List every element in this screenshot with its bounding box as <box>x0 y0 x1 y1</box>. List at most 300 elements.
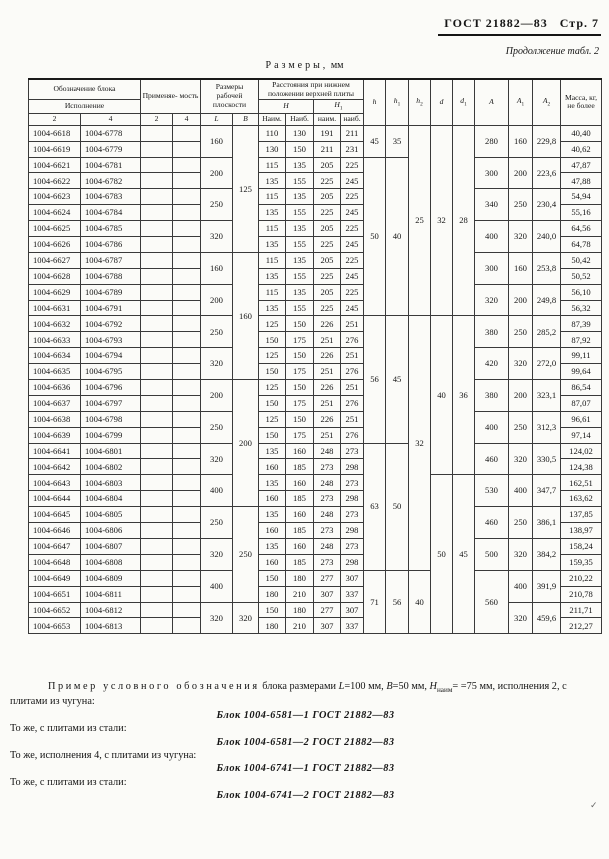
table-row <box>29 189 602 205</box>
cell-H-naib: 150 <box>286 316 314 332</box>
cell-L: 250 <box>201 507 233 539</box>
cell-h2: 40 <box>409 570 431 634</box>
cell-applicability-2 <box>141 618 173 634</box>
cell-A2: 223,6 <box>533 157 561 189</box>
cell-applicability-2 <box>141 348 173 364</box>
table-row <box>29 507 602 523</box>
cell-h: 56 <box>364 316 386 443</box>
cell-H-naim: 150 <box>259 364 286 380</box>
cell-H1-naim: 251 <box>314 364 341 380</box>
header-massa: Масса, кг, не более <box>561 79 602 125</box>
cell-designation-exec2: 1004-6649 <box>29 570 81 586</box>
cell-designation-exec4: 1004-6781 <box>81 157 141 173</box>
cell-applicability-2 <box>141 507 173 523</box>
cell-H-naib: 185 <box>286 523 314 539</box>
cell-designation-exec4: 1004-6779 <box>81 141 141 157</box>
cell-L: 200 <box>201 284 233 316</box>
cell-H1-naib: 245 <box>341 268 364 284</box>
cell-H1-naim: 226 <box>314 316 341 332</box>
table-row <box>29 602 602 618</box>
cell-L: 320 <box>201 538 233 570</box>
cell-H-naib: 175 <box>286 364 314 380</box>
cell-H-naim: 130 <box>259 141 286 157</box>
table-row <box>29 252 602 268</box>
cell-applicability-2 <box>141 538 173 554</box>
cell-designation-exec4: 1004-6787 <box>81 252 141 268</box>
cell-massa: 47,88 <box>561 173 602 189</box>
cell-designation-exec4: 1004-6804 <box>81 491 141 507</box>
header-exec-4: 4 <box>81 114 141 126</box>
cell-A2: 229,8 <box>533 125 561 157</box>
cell-applicability-4 <box>173 554 201 570</box>
cell-d1: 28 <box>453 125 475 316</box>
header-ispolnenie: Исполнение <box>29 100 141 114</box>
check-mark: ✓ <box>590 800 598 810</box>
cell-applicability-2 <box>141 443 173 459</box>
cell-applicability-4 <box>173 602 201 618</box>
cell-H1-naim: 205 <box>314 284 341 300</box>
cell-massa: 55,16 <box>561 205 602 221</box>
cell-designation-exec4: 1004-6795 <box>81 364 141 380</box>
cell-d1: 45 <box>453 475 475 634</box>
cell-A: 460 <box>475 443 509 475</box>
cell-A1: 200 <box>509 380 533 412</box>
cell-designation-exec2: 1004-6618 <box>29 125 81 141</box>
cell-massa: 163,62 <box>561 491 602 507</box>
cell-A1: 320 <box>509 221 533 253</box>
cell-A: 560 <box>475 570 509 634</box>
cell-H-naib: 150 <box>286 411 314 427</box>
cell-H-naim: 125 <box>259 380 286 396</box>
cell-H1-naib: 276 <box>341 427 364 443</box>
cell-H1-naim: 225 <box>314 268 341 284</box>
cell-designation-exec4: 1004-6788 <box>81 268 141 284</box>
cell-h: 63 <box>364 443 386 570</box>
cell-massa: 87,07 <box>561 395 602 411</box>
cell-A2: 253,8 <box>533 252 561 284</box>
cell-applicability-2 <box>141 491 173 507</box>
designation-example-1: Блок 1004-6581—1 ГОСТ 21882—83 <box>216 709 395 721</box>
cell-h1: 56 <box>386 570 409 634</box>
cell-designation-exec2: 1004-6631 <box>29 300 81 316</box>
cell-designation-exec4: 1004-6794 <box>81 348 141 364</box>
cell-H1-naim: 191 <box>314 125 341 141</box>
cell-applicability-2 <box>141 237 173 253</box>
cell-H-naib: 180 <box>286 570 314 586</box>
cell-A1: 160 <box>509 252 533 284</box>
cell-H1-naim: 205 <box>314 252 341 268</box>
cell-massa: 50,52 <box>561 268 602 284</box>
cell-applicability-2 <box>141 268 173 284</box>
cell-designation-exec2: 1004-6626 <box>29 237 81 253</box>
cell-designation-exec4: 1004-6798 <box>81 411 141 427</box>
cell-applicability-2 <box>141 300 173 316</box>
cell-H1-naib: 245 <box>341 300 364 316</box>
cell-applicability-4 <box>173 475 201 491</box>
cell-H-naim: 135 <box>259 268 286 284</box>
cell-designation-exec4: 1004-6797 <box>81 395 141 411</box>
cell-A2: 330,5 <box>533 443 561 475</box>
cell-designation-exec4: 1004-6782 <box>81 173 141 189</box>
cell-A: 280 <box>475 125 509 157</box>
cell-H-naim: 160 <box>259 491 286 507</box>
cell-H1-naim: 211 <box>314 141 341 157</box>
cell-designation-exec4: 1004-6806 <box>81 523 141 539</box>
cell-massa: 64,56 <box>561 221 602 237</box>
cell-designation-exec4: 1004-6786 <box>81 237 141 253</box>
cell-applicability-4 <box>173 395 201 411</box>
cell-A1: 250 <box>509 316 533 348</box>
header-H: H <box>259 100 314 114</box>
cell-H-naim: 135 <box>259 237 286 253</box>
cell-H1-naim: 251 <box>314 395 341 411</box>
cell-H1-naim: 251 <box>314 332 341 348</box>
cell-applicability-4 <box>173 284 201 300</box>
cell-A1: 250 <box>509 411 533 443</box>
cell-d1: 36 <box>453 316 475 475</box>
example-intro: Пример условного обозначения блока размерами L=100 мм, B=50 мм, $H_{наим}= =75$ мм, исполнения 2, с плитами из чугуна: <box>10 681 567 708</box>
cell-applicability-4 <box>173 141 201 157</box>
header-d1: $d_1$ <box>453 79 475 125</box>
cell-h2: 25 <box>409 125 431 316</box>
cell-H1-naim: 248 <box>314 475 341 491</box>
table-row <box>29 348 602 364</box>
cell-H1-naib: 225 <box>341 157 364 173</box>
cell-applicability-4 <box>173 173 201 189</box>
cell-A: 320 <box>475 284 509 316</box>
cell-massa: 210,22 <box>561 570 602 586</box>
cell-designation-exec2: 1004-6641 <box>29 443 81 459</box>
cell-applicability-4 <box>173 221 201 237</box>
cell-H1-naib: 225 <box>341 252 364 268</box>
cell-H1-naib: 211 <box>341 125 364 141</box>
cell-H-naib: 155 <box>286 173 314 189</box>
cell-A2: 249,8 <box>533 284 561 316</box>
cell-H1-naib: 273 <box>341 507 364 523</box>
cell-H-naim: 180 <box>259 586 286 602</box>
cell-h: 45 <box>364 125 386 157</box>
example-block <box>10 680 601 802</box>
header-h1: $h_1$ <box>386 79 409 125</box>
cell-designation-exec2: 1004-6648 <box>29 554 81 570</box>
cell-applicability-2 <box>141 205 173 221</box>
designation-example-3: Блок 1004-6741—1 ГОСТ 21882—83 <box>216 763 395 775</box>
cell-massa: 210,78 <box>561 586 602 602</box>
cell-designation-exec4: 1004-6808 <box>81 554 141 570</box>
cell-H-naib: 135 <box>286 284 314 300</box>
cell-massa: 96,61 <box>561 411 602 427</box>
cell-applicability-2 <box>141 173 173 189</box>
cell-H1-naib: 251 <box>341 316 364 332</box>
cell-applicability-4 <box>173 348 201 364</box>
cell-H-naib: 135 <box>286 189 314 205</box>
units-label: Размеры, мм <box>265 60 344 71</box>
cell-L: 200 <box>201 157 233 189</box>
cell-A: 500 <box>475 538 509 570</box>
cell-designation-exec2: 1004-6651 <box>29 586 81 602</box>
cell-H-naib: 185 <box>286 554 314 570</box>
table-row <box>29 380 602 396</box>
cell-massa: 56,32 <box>561 300 602 316</box>
cell-H1-naib: 225 <box>341 284 364 300</box>
cell-H-naim: 150 <box>259 395 286 411</box>
cell-H1-naim: 273 <box>314 554 341 570</box>
cell-applicability-4 <box>173 538 201 554</box>
cell-H1-naib: 276 <box>341 395 364 411</box>
cell-H-naim: 115 <box>259 157 286 173</box>
cell-A1: 400 <box>509 475 533 507</box>
cell-designation-exec4: 1004-6789 <box>81 284 141 300</box>
cell-L: 250 <box>201 189 233 221</box>
cell-H-naim: 135 <box>259 300 286 316</box>
cell-d: 40 <box>431 316 453 475</box>
cell-A1: 160 <box>509 125 533 157</box>
header-A: A <box>475 79 509 125</box>
cell-H1-naim: 277 <box>314 602 341 618</box>
designation-example-4: Блок 1004-6741—2 ГОСТ 21882—83 <box>216 790 395 802</box>
cell-designation-exec2: 1004-6629 <box>29 284 81 300</box>
cell-H1-naim: 226 <box>314 380 341 396</box>
cell-H-naib: 150 <box>286 141 314 157</box>
cell-h1: 45 <box>386 316 409 443</box>
header-L: L <box>201 114 233 126</box>
table-row <box>29 443 602 459</box>
header-H1-naim: наим. <box>314 114 341 126</box>
cell-B: 160 <box>233 252 259 379</box>
cell-A: 400 <box>475 221 509 253</box>
cell-H-naim: 110 <box>259 125 286 141</box>
cell-A1: 320 <box>509 348 533 380</box>
cell-applicability-2 <box>141 284 173 300</box>
cell-H-naib: 135 <box>286 221 314 237</box>
cell-d: 50 <box>431 475 453 634</box>
cell-designation-exec4: 1004-6813 <box>81 618 141 634</box>
cell-applicability-4 <box>173 300 201 316</box>
cell-massa: 47,87 <box>561 157 602 173</box>
cell-A2: 459,6 <box>533 602 561 634</box>
cell-massa: 99,64 <box>561 364 602 380</box>
cell-applicability-2 <box>141 475 173 491</box>
cell-A2: 347,7 <box>533 475 561 507</box>
cell-A1: 250 <box>509 189 533 221</box>
cell-applicability-4 <box>173 364 201 380</box>
cell-designation-exec2: 1004-6624 <box>29 205 81 221</box>
cell-A: 340 <box>475 189 509 221</box>
continuation-note: Продолжение табл. 2 <box>505 46 599 57</box>
cell-designation-exec4: 1004-6799 <box>81 427 141 443</box>
cell-H-naim: 135 <box>259 507 286 523</box>
cell-H-naib: 185 <box>286 491 314 507</box>
cell-L: 320 <box>201 602 233 634</box>
table-row <box>29 475 602 491</box>
cell-applicability-2 <box>141 221 173 237</box>
cell-H1-naim: 248 <box>314 507 341 523</box>
cell-H1-naim: 205 <box>314 221 341 237</box>
cell-designation-exec4: 1004-6809 <box>81 570 141 586</box>
cell-designation-exec2: 1004-6644 <box>29 491 81 507</box>
dimensions-table-wrap <box>28 78 602 634</box>
cell-designation-exec4: 1004-6805 <box>81 507 141 523</box>
cell-applicability-4 <box>173 125 201 141</box>
cell-H-naim: 150 <box>259 570 286 586</box>
cell-massa: 162,51 <box>561 475 602 491</box>
cell-H-naim: 160 <box>259 554 286 570</box>
cell-designation-exec4: 1004-6792 <box>81 316 141 332</box>
header-designation: Обозначение блока <box>29 79 141 100</box>
cell-A2: 323,1 <box>533 380 561 412</box>
cell-applicability-2 <box>141 554 173 570</box>
cell-applicability-2 <box>141 332 173 348</box>
cell-applicability-2 <box>141 523 173 539</box>
cell-A: 380 <box>475 316 509 348</box>
cell-H1-naim: 248 <box>314 443 341 459</box>
cell-H-naib: 180 <box>286 602 314 618</box>
cell-applicability-4 <box>173 459 201 475</box>
cell-H-naim: 115 <box>259 284 286 300</box>
header-distance: Расстояния при нижнем положении верхней плиты <box>259 79 364 100</box>
cell-applicability-4 <box>173 507 201 523</box>
cell-designation-exec4: 1004-6796 <box>81 380 141 396</box>
cell-designation-exec4: 1004-6793 <box>81 332 141 348</box>
cell-applicability-2 <box>141 189 173 205</box>
cell-H1-naim: 225 <box>314 205 341 221</box>
header-work-surface: Размеры рабочей плоскости <box>201 79 259 114</box>
cell-massa: 99,11 <box>561 348 602 364</box>
cell-applicability-4 <box>173 189 201 205</box>
cell-L: 250 <box>201 316 233 348</box>
cell-H1-naim: 225 <box>314 173 341 189</box>
cell-designation-exec2: 1004-6635 <box>29 364 81 380</box>
cell-massa: 64,78 <box>561 237 602 253</box>
cell-applicability-4 <box>173 586 201 602</box>
cell-designation-exec2: 1004-6636 <box>29 380 81 396</box>
cell-designation-exec2: 1004-6639 <box>29 427 81 443</box>
cell-designation-exec2: 1004-6647 <box>29 538 81 554</box>
cell-H-naib: 155 <box>286 205 314 221</box>
cell-h1: 40 <box>386 157 409 316</box>
cell-applicability-4 <box>173 252 201 268</box>
table-row <box>29 316 602 332</box>
cell-H1-naim: 205 <box>314 157 341 173</box>
cell-H1-naim: 225 <box>314 237 341 253</box>
cell-A1: 200 <box>509 284 533 316</box>
cell-designation-exec4: 1004-6783 <box>81 189 141 205</box>
cell-H1-naim: 307 <box>314 618 341 634</box>
cell-designation-exec2: 1004-6637 <box>29 395 81 411</box>
cell-H1-naim: 277 <box>314 570 341 586</box>
cell-designation-exec2: 1004-6619 <box>29 141 81 157</box>
cell-H1-naim: 205 <box>314 189 341 205</box>
cell-H1-naib: 276 <box>341 364 364 380</box>
header-d: d <box>431 79 453 125</box>
cell-L: 320 <box>201 348 233 380</box>
cell-massa: 50,42 <box>561 252 602 268</box>
cell-H-naim: 150 <box>259 332 286 348</box>
cell-B: 320 <box>233 602 259 634</box>
cell-H1-naib: 307 <box>341 570 364 586</box>
cell-designation-exec4: 1004-6785 <box>81 221 141 237</box>
cell-H1-naib: 273 <box>341 538 364 554</box>
header-A1: $A_1$ <box>509 79 533 125</box>
cell-A1: 320 <box>509 602 533 634</box>
cell-designation-exec2: 1004-6634 <box>29 348 81 364</box>
cell-H1-naib: 298 <box>341 523 364 539</box>
cell-designation-exec4: 1004-6812 <box>81 602 141 618</box>
cell-massa: 158,24 <box>561 538 602 554</box>
cell-designation-exec2: 1004-6653 <box>29 618 81 634</box>
cell-massa: 87,39 <box>561 316 602 332</box>
cell-H1-naim: 273 <box>314 459 341 475</box>
cell-H1-naib: 251 <box>341 348 364 364</box>
cell-applicability-2 <box>141 395 173 411</box>
table-row <box>29 411 602 427</box>
cell-H-naib: 210 <box>286 586 314 602</box>
cell-applicability-2 <box>141 364 173 380</box>
same-note-3: То же, с плитами из стали: <box>10 776 127 788</box>
cell-massa: 124,38 <box>561 459 602 475</box>
cell-h: 50 <box>364 157 386 316</box>
cell-applicability-2 <box>141 570 173 586</box>
cell-H-naib: 210 <box>286 618 314 634</box>
cell-H-naim: 135 <box>259 538 286 554</box>
cell-H1-naim: 226 <box>314 348 341 364</box>
cell-H-naim: 125 <box>259 411 286 427</box>
table-row <box>29 570 602 586</box>
cell-designation-exec4: 1004-6807 <box>81 538 141 554</box>
cell-designation-exec4: 1004-6802 <box>81 459 141 475</box>
cell-applicability-4 <box>173 443 201 459</box>
cell-H1-naim: 226 <box>314 411 341 427</box>
standard-number: ГОСТ 21882—83 <box>444 16 548 30</box>
cell-massa: 97,14 <box>561 427 602 443</box>
cell-H-naib: 160 <box>286 475 314 491</box>
cell-H-naim: 135 <box>259 475 286 491</box>
cell-A2: 272,0 <box>533 348 561 380</box>
cell-H-naib: 135 <box>286 252 314 268</box>
cell-L: 200 <box>201 380 233 412</box>
cell-H-naib: 175 <box>286 395 314 411</box>
cell-designation-exec2: 1004-6638 <box>29 411 81 427</box>
cell-applicability-2 <box>141 316 173 332</box>
cell-applicability-2 <box>141 427 173 443</box>
cell-A1: 200 <box>509 157 533 189</box>
cell-H-naib: 130 <box>286 125 314 141</box>
cell-applicability-2 <box>141 380 173 396</box>
cell-H1-naib: 225 <box>341 221 364 237</box>
cell-H1-naib: 273 <box>341 475 364 491</box>
cell-designation-exec2: 1004-6623 <box>29 189 81 205</box>
cell-B: 250 <box>233 507 259 602</box>
cell-A: 300 <box>475 252 509 284</box>
cell-H-naib: 155 <box>286 268 314 284</box>
header-A2: $A_2$ <box>533 79 561 125</box>
cell-H-naim: 115 <box>259 252 286 268</box>
cell-h: 71 <box>364 570 386 634</box>
cell-applicability-2 <box>141 252 173 268</box>
cell-H1-naib: 245 <box>341 237 364 253</box>
cell-designation-exec2: 1004-6642 <box>29 459 81 475</box>
cell-H-naib: 160 <box>286 507 314 523</box>
cell-H1-naim: 273 <box>314 523 341 539</box>
cell-applicability-2 <box>141 411 173 427</box>
cell-B: 200 <box>233 380 259 507</box>
cell-L: 320 <box>201 221 233 253</box>
cell-A1: 250 <box>509 507 533 539</box>
header-H1: $H_1$ <box>314 100 364 114</box>
cell-applicability-2 <box>141 586 173 602</box>
header-app-2: 2 <box>141 114 173 126</box>
cell-H1-naib: 225 <box>341 189 364 205</box>
